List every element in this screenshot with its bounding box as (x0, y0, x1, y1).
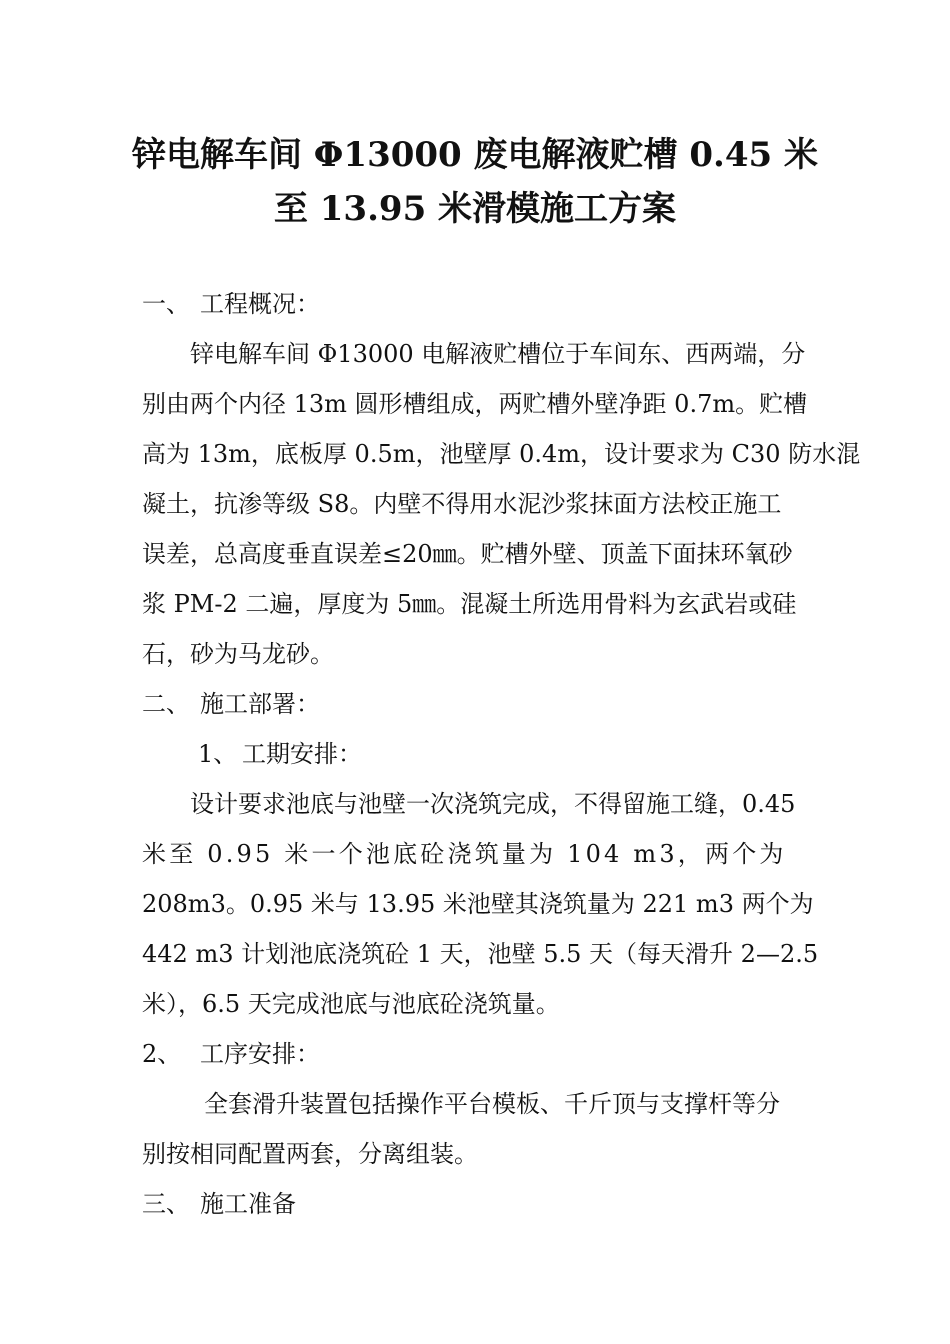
subsection-1-title: 工期安排： (242, 740, 362, 768)
paragraph-line: 高为 13m，底板厚 0.5m，池壁厚 0.4m，设计要求为 C30 防水混 (142, 440, 861, 468)
paragraph-line: 别由两个内径 13m 圆形槽组成，两贮槽外壁净距 0.7m。贮槽 (142, 390, 808, 418)
document-title-line-2: 至 13.95 米滑模施工方案 (273, 189, 677, 229)
section-2-number: 二、 (142, 690, 190, 718)
paragraph-line: 浆 PM-2 二遍，厚度为 5㎜。混凝土所选用骨料为玄武岩或硅 (142, 590, 797, 618)
section-2-heading (142, 687, 810, 721)
paragraph-line: 石，砂为马龙砂。 (142, 640, 334, 668)
subsection-1-number: 1、 (198, 740, 238, 768)
document-title-line-1: 锌电解车间 Φ13000 废电解液贮槽 0.45 米 (131, 135, 819, 175)
section-3-number: 三、 (142, 1190, 190, 1218)
section-2-title: 施工部署： (200, 690, 320, 718)
section-1-heading (142, 287, 810, 321)
subsection-2-title: 工序安排： (200, 1040, 320, 1068)
paragraph-line-text: 米至 0.95 米一个池底砼浇筑量为 104 m3，两个为 (142, 840, 787, 868)
paragraph-line: 误差，总高度垂直误差≤20㎜。贮槽外壁、顶盖下面抹环氧砂 (142, 540, 793, 568)
paragraph-line: 别按相同配置两套，分离组装。 (142, 1140, 478, 1168)
section-1-number: 一、 (142, 290, 190, 318)
paragraph-line: 米），6.5 天完成池底与池底砼浇筑量。 (142, 990, 560, 1018)
section-3-title: 施工准备 (200, 1190, 296, 1218)
subsection-1-heading (198, 737, 810, 771)
subsection-2-number: 2、 (142, 1040, 182, 1068)
subsection-2-heading (142, 1037, 810, 1071)
paragraph-line: 全套滑升装置包括操作平台模板、千斤顶与支撑杆等分 (204, 1090, 780, 1118)
paragraph-line: 208m3。0.95 米与 13.95 米池壁其浇筑量为 221 m3 两个为 (142, 890, 814, 918)
paragraph-line: 442 m3 计划池底浇筑砼 1 天，池壁 5.5 天（每天滑升 2—2.5 (142, 940, 819, 968)
paragraph-line-justified (142, 837, 810, 871)
section-1-title: 工程概况： (200, 290, 320, 318)
paragraph-line: 设计要求池底与池壁一次浇筑完成，不得留施工缝，0.45 (190, 790, 796, 818)
paragraph-line: 凝土，抗渗等级 S8。内壁不得用水泥沙浆抹面方法校正施工 (142, 490, 782, 518)
section-3-heading (142, 1187, 810, 1221)
paragraph-line: 锌电解车间 Φ13000 电解液贮槽位于车间东、西两端，分 (190, 340, 806, 368)
